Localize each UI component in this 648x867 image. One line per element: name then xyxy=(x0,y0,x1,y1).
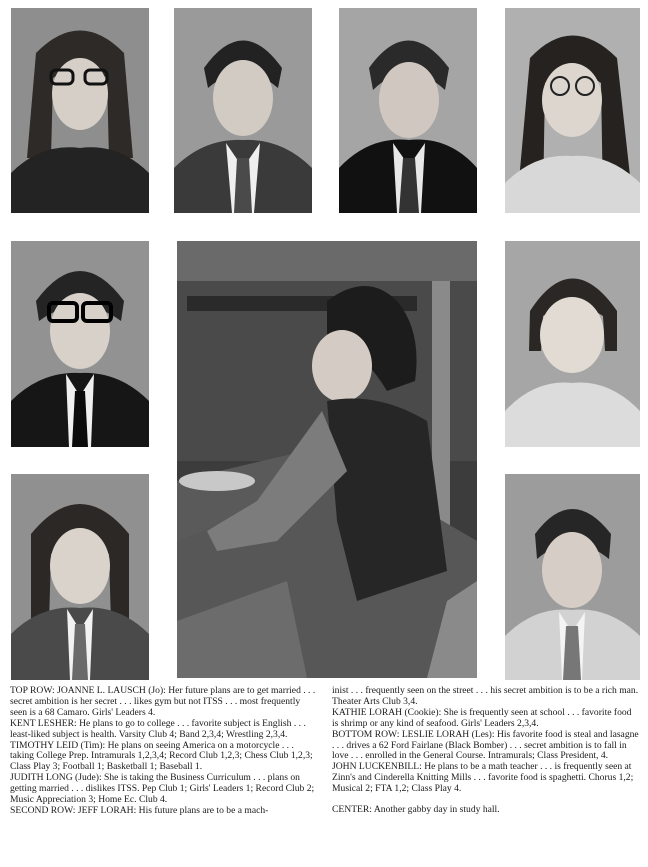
caption-top-row: TOP ROW: JOANNE L. LAUSCH (Jo): Her future plans are to get married . . . secret ambition is her secret . . . likes gym but not ITSS . . . most frequently seen is a 68 Camaro. Girls' Leaders 4. xyxy=(10,685,316,718)
portrait-middle-left xyxy=(11,241,149,447)
portrait-middle-right xyxy=(505,241,640,447)
caption-kathie-lorah: KATHIE LORAH (Cookie): She is frequently seen at school . . . favorite food is shrimp or any kind of seafood. Girls' Leaders 2,3,4. xyxy=(332,706,632,729)
caption-column-right xyxy=(332,686,640,862)
caption-column-left xyxy=(10,686,318,862)
portrait-top-2 xyxy=(174,8,312,213)
caption-bottom-row: BOTTOM ROW: LESLIE LORAH (Les): His favorite food is steal and lasagne . . . drives a 62 Ford Fairlane (Black Bomber) . . . secret ambition is to fall in love . . . enrolled in the General Course. Intramurals; Class President, 4. xyxy=(332,728,639,762)
caption-second-row: SECOND ROW: JEFF LORAH: His future plans are to be a mach- xyxy=(10,804,269,816)
caption-timothy-leid: TIMOTHY LEID (Tim): He plans on seeing America on a motorcycle . . . taking College Prep. Intramurals 1,2,3,4; Record Club 1,2,3; Chess Club 1,2,3; Class Play 3; Football 1; Basketball 1; Baseball 1. xyxy=(10,739,313,773)
caption-john-luckenbill: JOHN LUCKENBILL: He plans to be a math teacher . . . is frequently seen at Zinn's and Cinderella Knitting Mills . . . favorite food is spaghetti. Chorus 1,2; Musical 2; FTA 1,2; Class Play 4. xyxy=(332,761,634,795)
caption-center: CENTER: Another gabby day in study hall. xyxy=(332,804,500,816)
portrait-top-4 xyxy=(505,8,640,213)
portrait-bottom-left-image xyxy=(11,474,149,680)
captions xyxy=(10,686,640,862)
portrait-top-4-image xyxy=(505,8,640,213)
portrait-bottom-right xyxy=(505,474,640,680)
portrait-middle-right-image xyxy=(505,241,640,447)
portrait-middle-left-image xyxy=(11,241,149,447)
caption-kent-lesher: KENT LESHER: He plans to go to college . . . favorite subject is English . . . least-liked subject is health. Varsity Club 4; Band 2,3,4; Wrestling 2,3,4. xyxy=(10,717,306,740)
center-photo-study-hall xyxy=(177,241,477,678)
caption-jeff-lorah-cont: inist . . . frequently seen on the street . . . his secret ambition is to be a rich man. Theater Arts Club 3,4. xyxy=(332,685,639,707)
portrait-top-1-image xyxy=(11,8,149,213)
portrait-top-1 xyxy=(11,8,149,213)
portrait-top-3 xyxy=(339,8,477,213)
portrait-bottom-right-image xyxy=(505,474,640,680)
caption-judith-long: JUDITH LONG (Jude): She is taking the Business Curriculum . . . plans on getting married . . . dislikes ITSS. Pep Club 1; Girls' Leaders 1; Record Club 2; Music Appreciation 3; Home Ec. Club 4. xyxy=(10,772,315,806)
portrait-bottom-left xyxy=(11,474,149,680)
portrait-top-2-image xyxy=(174,8,312,213)
portrait-top-3-image xyxy=(339,8,477,213)
center-photo-study-hall-image xyxy=(177,241,477,678)
